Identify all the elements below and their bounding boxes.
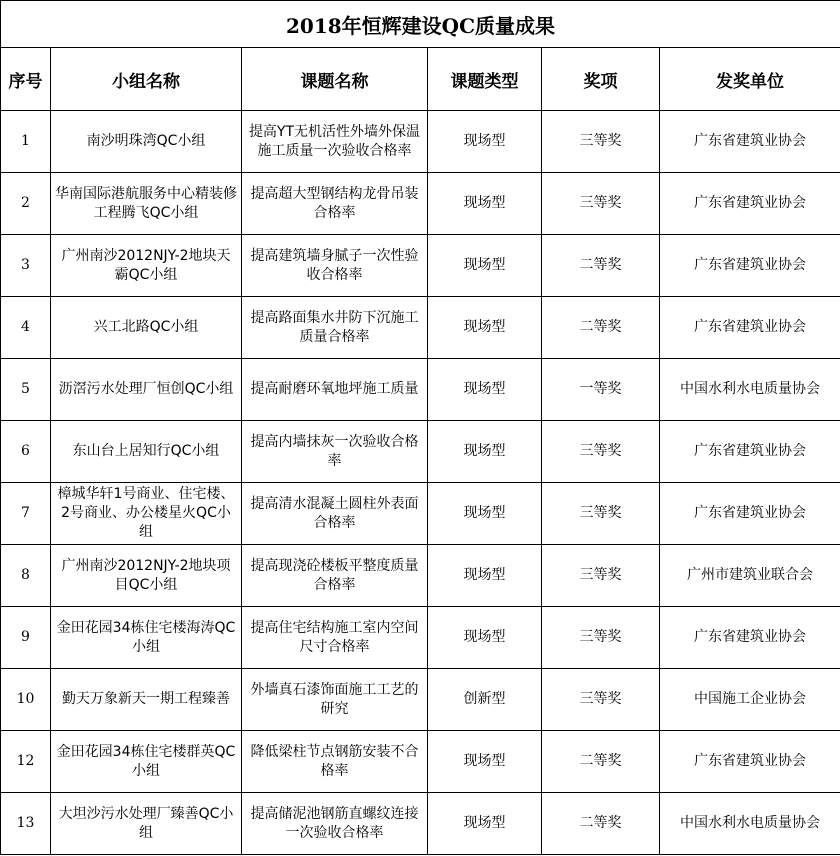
cell-award: 三等奖 <box>542 111 660 173</box>
cell-seq: 12 <box>1 731 51 793</box>
cell-group-name: 南沙明珠湾QC小组 <box>51 111 242 173</box>
header-award: 奖项 <box>542 48 660 111</box>
cell-seq: 6 <box>1 421 51 483</box>
cell-topic-type: 现场型 <box>428 111 542 173</box>
cell-group-name: 樟城华轩1号商业、住宅楼、2号商业、办公楼星火QC小组 <box>51 483 242 545</box>
cell-seq: 9 <box>1 607 51 669</box>
cell-issuer: 广州市建筑业联合会 <box>660 545 840 607</box>
cell-award: 二等奖 <box>542 235 660 297</box>
table-row <box>1 359 840 421</box>
header-group-name: 小组名称 <box>51 48 242 111</box>
cell-issuer: 广东省建筑业协会 <box>660 483 840 545</box>
cell-topic-name: 提高建筑墙身腻子一次性验收合格率 <box>242 235 428 297</box>
cell-group-name: 沥滘污水处理厂恒创QC小组 <box>51 359 242 421</box>
cell-award: 二等奖 <box>542 731 660 793</box>
cell-issuer: 广东省建筑业协会 <box>660 421 840 483</box>
cell-topic-type: 创新型 <box>428 669 542 731</box>
cell-topic-type: 现场型 <box>428 545 542 607</box>
table-row <box>1 545 840 607</box>
header-row <box>1 48 840 111</box>
table-row <box>1 607 840 669</box>
cell-issuer: 广东省建筑业协会 <box>660 731 840 793</box>
cell-seq: 1 <box>1 111 51 173</box>
cell-issuer: 广东省建筑业协会 <box>660 173 840 235</box>
cell-group-name: 广州南沙2012NJY-2地块项目QC小组 <box>51 545 242 607</box>
cell-topic-type: 现场型 <box>428 297 542 359</box>
cell-seq: 5 <box>1 359 51 421</box>
cell-award: 三等奖 <box>542 173 660 235</box>
cell-seq: 4 <box>1 297 51 359</box>
table-title: 2018年恒辉建设QC质量成果 <box>1 1 840 48</box>
header-seq: 序号 <box>1 48 51 111</box>
cell-group-name: 兴工北路QC小组 <box>51 297 242 359</box>
cell-award: 二等奖 <box>542 297 660 359</box>
cell-seq: 3 <box>1 235 51 297</box>
cell-seq: 8 <box>1 545 51 607</box>
table-row <box>1 731 840 793</box>
cell-seq: 2 <box>1 173 51 235</box>
header-topic-name: 课题名称 <box>242 48 428 111</box>
cell-topic-name: 提高储泥池钢筋直螺纹连接一次验收合格率 <box>242 793 428 855</box>
table-row <box>1 297 840 359</box>
cell-award: 三等奖 <box>542 421 660 483</box>
cell-seq: 10 <box>1 669 51 731</box>
cell-award: 三等奖 <box>542 483 660 545</box>
cell-group-name: 东山台上居知行QC小组 <box>51 421 242 483</box>
cell-group-name: 大坦沙污水处理厂臻善QC小组 <box>51 793 242 855</box>
cell-topic-type: 现场型 <box>428 173 542 235</box>
cell-group-name: 勤天万象新天一期工程臻善 <box>51 669 242 731</box>
cell-issuer: 广东省建筑业协会 <box>660 235 840 297</box>
cell-topic-name: 提高内墙抹灰一次验收合格率 <box>242 421 428 483</box>
cell-group-name: 金田花园34栋住宅楼群英QC小组 <box>51 731 242 793</box>
cell-issuer: 中国水利水电质量协会 <box>660 793 840 855</box>
cell-topic-name: 提高超大型钢结构龙骨吊装合格率 <box>242 173 428 235</box>
cell-issuer: 中国施工企业协会 <box>660 669 840 731</box>
table-row <box>1 793 840 855</box>
cell-topic-name: 提高清水混凝土圆柱外表面合格率 <box>242 483 428 545</box>
table-row <box>1 173 840 235</box>
table-row <box>1 483 840 545</box>
cell-topic-name: 降低梁柱节点钢筋安装不合格率 <box>242 731 428 793</box>
cell-topic-name: 提高现浇砼楼板平整度质量合格率 <box>242 545 428 607</box>
cell-topic-type: 现场型 <box>428 793 542 855</box>
cell-issuer: 广东省建筑业协会 <box>660 607 840 669</box>
cell-group-name: 金田花园34栋住宅楼海涛QC小组 <box>51 607 242 669</box>
table-row <box>1 111 840 173</box>
table-row <box>1 669 840 731</box>
title-row <box>1 1 840 48</box>
cell-topic-type: 现场型 <box>428 359 542 421</box>
cell-topic-name: 提高耐磨环氧地坪施工质量 <box>242 359 428 421</box>
cell-group-name: 华南国际港航服务中心精装修工程腾飞QC小组 <box>51 173 242 235</box>
cell-topic-name: 外墙真石漆饰面施工工艺的研究 <box>242 669 428 731</box>
cell-topic-type: 现场型 <box>428 731 542 793</box>
cell-award: 三等奖 <box>542 607 660 669</box>
cell-award: 三等奖 <box>542 669 660 731</box>
cell-topic-type: 现场型 <box>428 483 542 545</box>
cell-topic-name: 提高YT无机活性外墙外保温施工质量一次验收合格率 <box>242 111 428 173</box>
cell-topic-name: 提高住宅结构施工室内空间尺寸合格率 <box>242 607 428 669</box>
table-row <box>1 421 840 483</box>
cell-group-name: 广州南沙2012NJY-2地块天霸QC小组 <box>51 235 242 297</box>
cell-seq: 13 <box>1 793 51 855</box>
cell-topic-type: 现场型 <box>428 607 542 669</box>
cell-issuer: 广东省建筑业协会 <box>660 111 840 173</box>
header-issuer: 发奖单位 <box>660 48 840 111</box>
cell-award: 一等奖 <box>542 359 660 421</box>
header-topic-type: 课题类型 <box>428 48 542 111</box>
cell-award: 二等奖 <box>542 793 660 855</box>
cell-seq: 7 <box>1 483 51 545</box>
table-row <box>1 235 840 297</box>
cell-topic-name: 提高路面集水井防下沉施工质量合格率 <box>242 297 428 359</box>
cell-topic-type: 现场型 <box>428 421 542 483</box>
cell-topic-type: 现场型 <box>428 235 542 297</box>
cell-issuer: 中国水利水电质量协会 <box>660 359 840 421</box>
cell-issuer: 广东省建筑业协会 <box>660 297 840 359</box>
cell-award: 三等奖 <box>542 545 660 607</box>
